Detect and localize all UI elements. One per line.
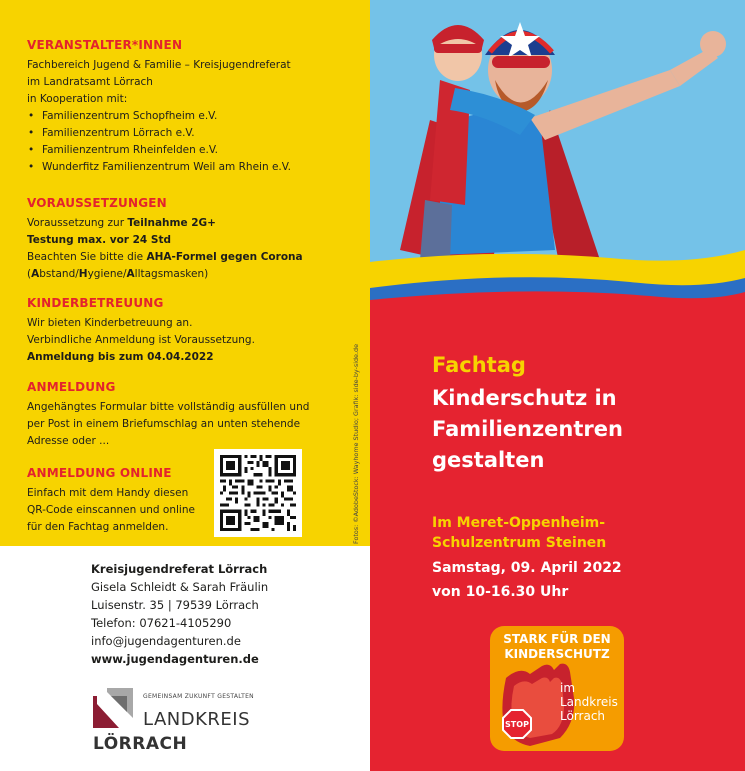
organizer-line3: in Kooperation mit: — [27, 93, 128, 105]
list-item: • Wunderfitz Familienzentrum Weil am Rhein e.V. — [27, 159, 327, 176]
requirements-bold: Testung max. vor 24 Std — [27, 234, 171, 246]
badge-heading-line: STARK FÜR DEN — [503, 632, 611, 646]
requirements-line2 — [27, 232, 327, 249]
childcare-section — [27, 296, 327, 366]
landkreis-logo — [93, 688, 293, 758]
partner-list — [27, 108, 327, 176]
requirements-line3 — [27, 249, 327, 266]
aha-letter: A — [126, 268, 135, 280]
childcare-line1: Wir bieten Kinderbetreuung an. — [27, 317, 193, 329]
requirements-bold: Teilnahme 2G+ — [127, 217, 216, 229]
paren: ) — [204, 268, 209, 280]
registration-online-title: ANMELDUNG ONLINE — [27, 466, 172, 480]
logo-name-line2: LÖRRACH — [93, 734, 188, 754]
aha-letter: H — [78, 268, 88, 280]
registration-online-section — [27, 466, 207, 536]
registration-online-line1: Einfach mit dem Handy diesen — [27, 487, 189, 499]
event-title — [432, 383, 732, 476]
registration-line2: per Post in einem Briefumschlag an unten stehende — [27, 418, 301, 430]
badge-region-line: im — [560, 681, 576, 695]
qr-code-icon — [220, 455, 296, 531]
badge-region-line: Landkreis — [560, 695, 618, 709]
event-venue — [432, 513, 732, 553]
aha-formula — [27, 266, 327, 283]
organizer-line1: Fachbereich Jugend & Familie – Kreisjugendreferat — [27, 59, 291, 71]
kinderschutz-badge — [490, 626, 624, 751]
logo-name-line1: LANDKREIS — [143, 709, 250, 730]
event-title-line: Familienzentren — [432, 417, 623, 441]
badge-heading — [490, 632, 624, 662]
list-item: • Familienzentrum Lörrach e.V. — [27, 125, 327, 142]
event-kicker: Fachtag — [432, 353, 526, 377]
contact-address: Luisenstr. 35 | 79539 Lörrach — [91, 598, 259, 612]
logo-claim: GEMEINSAM ZUKUNFT GESTALTEN — [143, 693, 254, 700]
childcare-deadline: Anmeldung bis zum 04.04.2022 — [27, 351, 214, 363]
stop-sign-text: STOP — [505, 720, 529, 729]
landkreis-emblem-icon — [93, 688, 133, 728]
badge-heading-line: KINDERSCHUTZ — [504, 647, 610, 661]
requirements-line1 — [27, 215, 327, 232]
qr-code[interactable] — [214, 449, 302, 537]
registration-line1: Angehängtes Formular bitte vollständig ausfüllen und — [27, 401, 310, 413]
registration-line3: Adresse oder ... — [27, 435, 110, 447]
organizer-line2: im Landratsamt Lörrach — [27, 76, 153, 88]
registration-online-line3: für den Fachtag anmelden. — [27, 521, 169, 533]
registration-title: ANMELDUNG — [27, 380, 116, 394]
requirements-section — [27, 196, 327, 283]
childcare-title: KINDERBETREUUNG — [27, 296, 164, 310]
organizer-section — [27, 38, 327, 176]
aha-letter: A — [31, 268, 40, 280]
requirements-bold: AHA-Formel gegen Corona — [146, 251, 303, 263]
list-item: • Familienzentrum Schopfheim e.V. — [27, 108, 327, 125]
event-venue-line: Schulzentrum Steinen — [432, 535, 607, 551]
requirements-title: VORAUSSETZUNGEN — [27, 196, 167, 210]
contact-title: Kreisjugendreferat Lörrach — [91, 562, 268, 576]
aha-word: lltagsmasken — [134, 268, 205, 280]
requirements-text: Beachten Sie bitte die — [27, 251, 147, 263]
superhero-photo — [370, 0, 745, 310]
cover-panel — [370, 0, 745, 771]
requirements-text: Voraussetzung zur — [27, 217, 128, 229]
event-title-line: gestalten — [432, 448, 545, 472]
registration-section — [27, 380, 327, 450]
list-item: • Familienzentrum Rheinfelden e.V. — [27, 142, 327, 159]
event-title-line: Kinderschutz in — [432, 386, 617, 410]
childcare-line2: Verbindliche Anmeldung ist Voraussetzung. — [27, 334, 255, 346]
contact-names: Gisela Schleidt & Sarah Fräulin — [91, 580, 269, 594]
event-datetime — [432, 556, 732, 604]
event-venue-line: Im Meret-Oppenheim- — [432, 515, 606, 531]
contact-email[interactable]: info@jugendagenturen.de — [91, 634, 241, 648]
contact-phone: Telefon: 07621-4105290 — [91, 616, 232, 630]
organizer-title: VERANSTALTER*INNEN — [27, 38, 183, 52]
paren: ( — [27, 268, 32, 280]
event-time: von 10-16.30 Uhr — [432, 584, 569, 600]
badge-region — [560, 681, 618, 723]
event-date: Samstag, 09. April 2022 — [432, 560, 622, 576]
badge-region-line: Lörrach — [560, 709, 606, 723]
contact-website[interactable]: www.jugendagenturen.de — [91, 652, 259, 666]
contact-block — [91, 560, 351, 668]
aha-word: bstand/ — [39, 268, 79, 280]
photo-credit: Fotos: ©AdobeStock: Wayhome Studio; Grafik: side-by-side.de — [352, 343, 360, 544]
superhero-illustration-icon — [370, 0, 745, 310]
registration-online-line2: QR-Code einscannen und online — [27, 504, 195, 516]
aha-word: ygiene/ — [87, 268, 127, 280]
